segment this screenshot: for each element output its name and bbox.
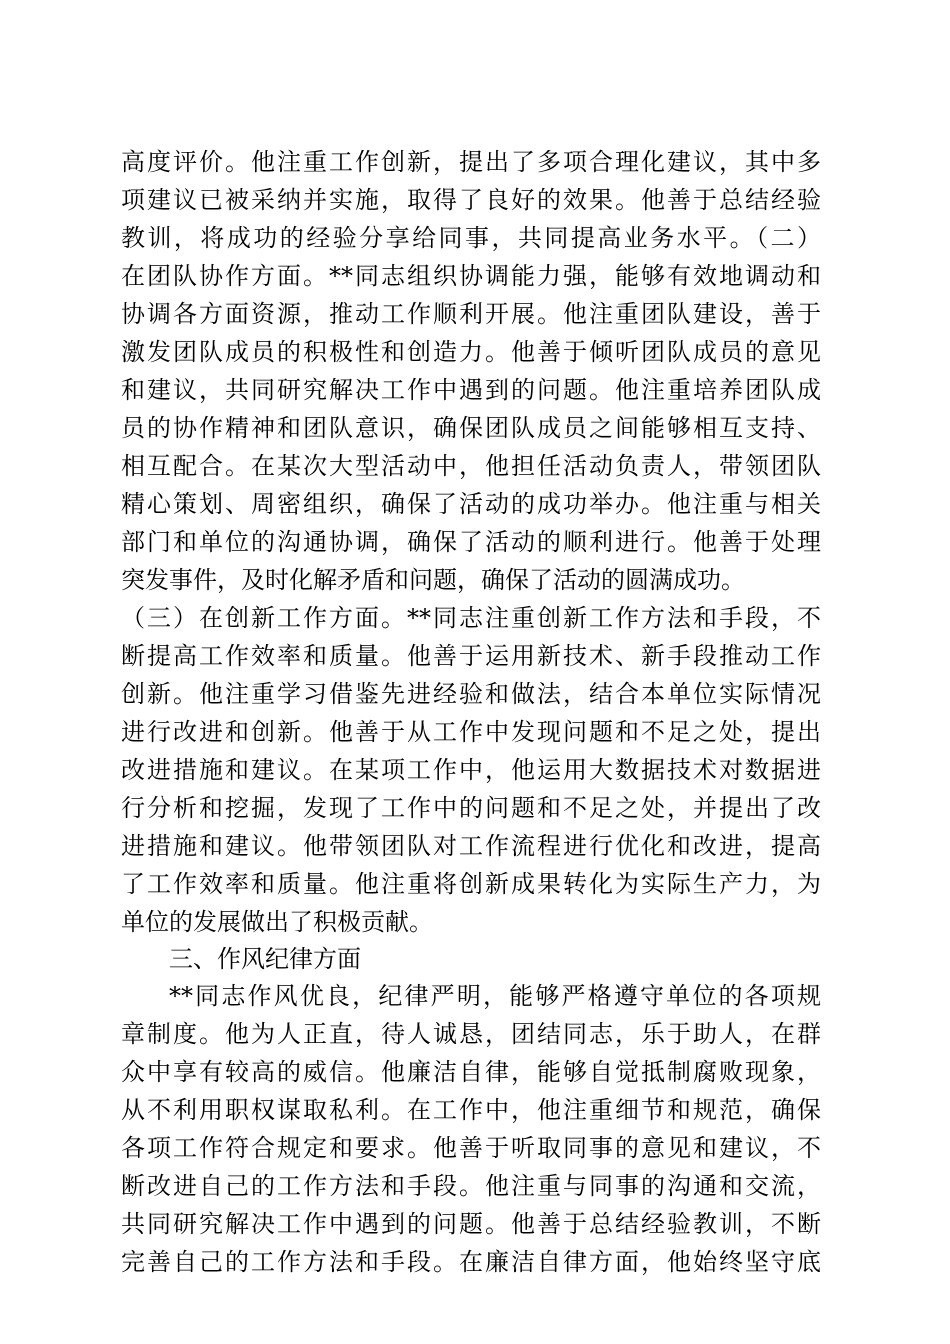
paragraph-line: 在团队协作方面。**同志组织协调能力强，能够有效地调动和 — [121, 262, 821, 290]
document-body — [121, 143, 821, 1281]
paragraph-line: 协调各方面资源，推动工作顺利开展。他注重团队建设，善于 — [121, 300, 821, 328]
paragraph-line: 从不利用职权谋取私利。在工作中，他注重细节和规范，确保 — [121, 1096, 821, 1124]
paragraph-line: （三）在创新工作方面。**同志注重创新工作方法和手段，不 — [121, 604, 821, 632]
paragraph-line: 部门和单位的沟通协调，确保了活动的顺利进行。他善于处理 — [121, 528, 821, 556]
paragraph-line: 员的协作精神和团队意识，确保团队成员之间能够相互支持、 — [121, 414, 821, 442]
paragraph-line: 改进措施和建议。在某项工作中，他运用大数据技术对数据进 — [121, 756, 821, 784]
paragraph-line: 进行改进和创新。他善于从工作中发现问题和不足之处，提出 — [121, 718, 821, 746]
paragraph-line: **同志作风优良，纪律严明，能够严格遵守单位的各项规 — [169, 982, 821, 1010]
paragraph-line: 突发事件，及时化解矛盾和问题，确保了活动的圆满成功。 — [121, 566, 745, 594]
paragraph-line: 相互配合。在某次大型活动中，他担任活动负责人，带领团队 — [121, 452, 821, 480]
paragraph-line: 激发团队成员的积极性和创造力。他善于倾听团队成员的意见 — [121, 338, 821, 366]
paragraph-line: 项建议已被采纳并实施，取得了良好的效果。他善于总结经验 — [121, 186, 821, 214]
paragraph-line: 断改进自己的工作方法和手段。他注重与同事的沟通和交流， — [121, 1172, 821, 1200]
paragraph-line: 行分析和挖掘，发现了工作中的问题和不足之处，并提出了改 — [121, 794, 821, 822]
paragraph-line: 教训，将成功的经验分享给同事，共同提高业务水平。（二） — [121, 224, 821, 252]
paragraph-line: 创新。他注重学习借鉴先进经验和做法，结合本单位实际情况 — [121, 680, 821, 708]
paragraph-line: 完善自己的工作方法和手段。在廉洁自律方面，他始终坚守底 — [121, 1248, 821, 1276]
paragraph-line: 各项工作符合规定和要求。他善于听取同事的意见和建议，不 — [121, 1134, 821, 1162]
paragraph-line: 精心策划、周密组织，确保了活动的成功举办。他注重与相关 — [121, 490, 821, 518]
paragraph-line: 章制度。他为人正直，待人诚恳，团结同志，乐于助人，在群 — [121, 1020, 821, 1048]
paragraph-line: 高度评价。他注重工作创新，提出了多项合理化建议，其中多 — [121, 148, 821, 176]
paragraph-line: 断提高工作效率和质量。他善于运用新技术、新手段推动工作 — [121, 642, 821, 670]
paragraph-line: 了工作效率和质量。他注重将创新成果转化为实际生产力，为 — [121, 870, 821, 898]
paragraph-line: 单位的发展做出了积极贡献。 — [121, 908, 433, 936]
section-heading: 三、作风纪律方面 — [169, 945, 361, 973]
paragraph-line: 进措施和建议。他带领团队对工作流程进行优化和改进，提高 — [121, 832, 821, 860]
paragraph-line: 众中享有较高的威信。他廉洁自律，能够自觉抵制腐败现象， — [121, 1058, 821, 1086]
paragraph-line: 共同研究解决工作中遇到的问题。他善于总结经验教训，不断 — [121, 1210, 821, 1238]
paragraph-line: 和建议，共同研究解决工作中遇到的问题。他注重培养团队成 — [121, 376, 821, 404]
